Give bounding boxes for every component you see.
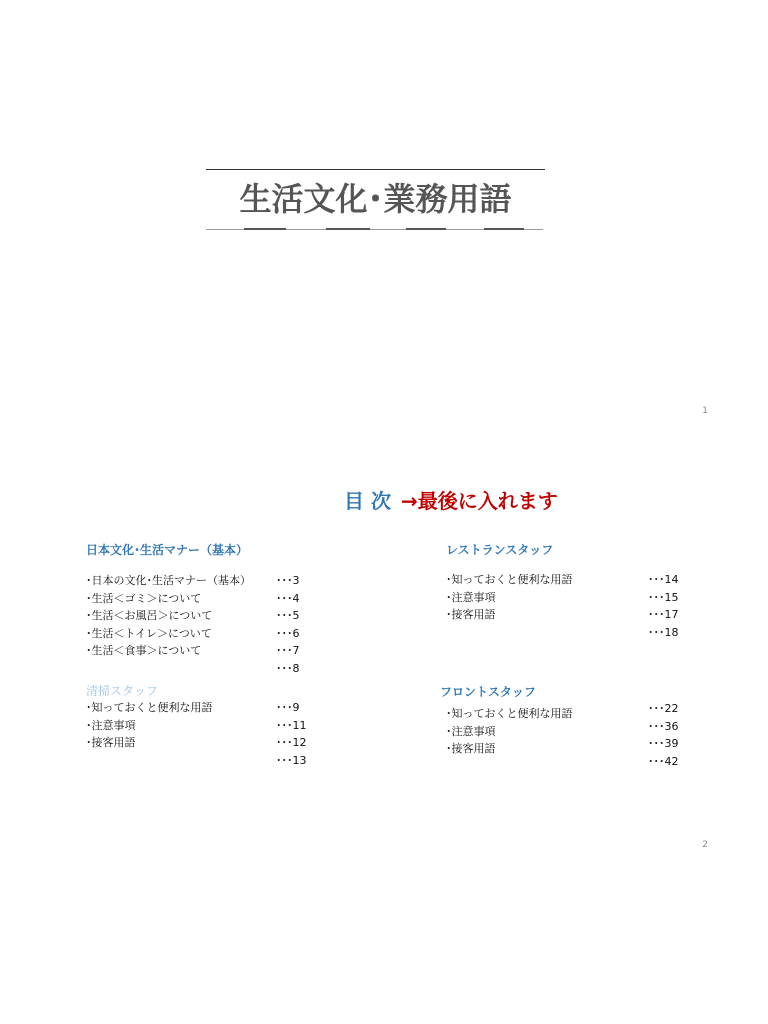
toc-page-ref: ･･･14 <box>648 573 679 586</box>
section-items-basic <box>86 572 251 660</box>
toc-heading-note: →最後に入れます <box>400 489 558 513</box>
toc-item: ･接客用語 <box>446 608 496 621</box>
section-pages-cleaning <box>276 699 307 769</box>
toc-page-ref: ･･･3 <box>276 574 300 587</box>
toc-item: ･注意事項 <box>86 718 136 732</box>
toc-page-ref: ･･･36 <box>648 719 679 733</box>
section-title-front: フロントスタッフ <box>440 685 536 699</box>
section-title-cleaning: 清掃スタッフ <box>86 684 159 698</box>
toc-page-ref: ･･･39 <box>648 737 679 750</box>
rule-accent <box>406 228 446 230</box>
section-title-restaurant: レストランスタッフ <box>446 543 554 557</box>
rule-accent <box>484 228 524 230</box>
title-bottom-rule <box>206 229 543 230</box>
toc-title: 目 次 <box>344 489 391 513</box>
section-pages-restaurant <box>648 571 679 641</box>
toc-page-ref: ･･･6 <box>276 626 300 640</box>
title-top-rule <box>206 169 545 170</box>
toc-item: ･注意事項 <box>446 590 496 604</box>
page-number: 2 <box>702 840 708 850</box>
section-items-restaurant <box>446 571 573 624</box>
toc-item: ･知っておくと便利な用語 <box>446 573 573 586</box>
toc-item: ･注意事項 <box>446 724 496 738</box>
toc-page-ref: ･･･18 <box>648 625 679 639</box>
section-items-cleaning <box>86 699 213 752</box>
section-items-front <box>446 705 573 758</box>
toc-item: ･生活＜トイレ＞について <box>86 626 212 640</box>
toc-page-ref: ･･･5 <box>276 609 300 622</box>
toc-item: ･日本の文化･生活マナー（基本） <box>86 574 251 587</box>
toc-page-ref: ･･･42 <box>648 754 679 768</box>
rule-accent <box>326 228 370 230</box>
toc-page-ref: ･･･17 <box>648 608 679 621</box>
toc-page-ref: ･･･12 <box>276 736 307 749</box>
toc-item: ･知っておくと便利な用語 <box>446 707 573 720</box>
toc-page-ref: ･･･7 <box>276 644 300 657</box>
toc-item: ･接客用語 <box>446 742 496 755</box>
toc-slide <box>0 432 768 1024</box>
section-pages-front <box>648 700 679 770</box>
toc-item: ･知っておくと便利な用語 <box>86 701 213 714</box>
title-slide <box>0 0 768 432</box>
toc-page-ref: ･･･9 <box>276 701 300 714</box>
toc-item: ･生活＜ゴミ＞について <box>86 591 202 605</box>
toc-item: ･接客用語 <box>86 736 136 749</box>
document-title: 生活文化･業務用語 <box>239 180 512 218</box>
toc-heading <box>344 488 558 514</box>
toc-page-ref: ･･･4 <box>276 591 300 605</box>
section-pages-basic <box>276 572 300 677</box>
toc-page-ref: ･･･13 <box>276 753 307 767</box>
section-title-basic: 日本文化･生活マナー（基本） <box>86 543 249 557</box>
toc-page-ref: ･･･22 <box>648 702 679 715</box>
toc-page-ref: ･･･11 <box>276 718 307 732</box>
toc-page-ref: ･･･8 <box>276 661 300 675</box>
toc-page-ref: ･･･15 <box>648 590 679 604</box>
page-number: 1 <box>702 406 708 416</box>
toc-item: ･生活＜お風呂＞について <box>86 609 213 622</box>
rule-accent <box>244 228 286 230</box>
toc-item: ･生活＜食事＞について <box>86 644 202 657</box>
